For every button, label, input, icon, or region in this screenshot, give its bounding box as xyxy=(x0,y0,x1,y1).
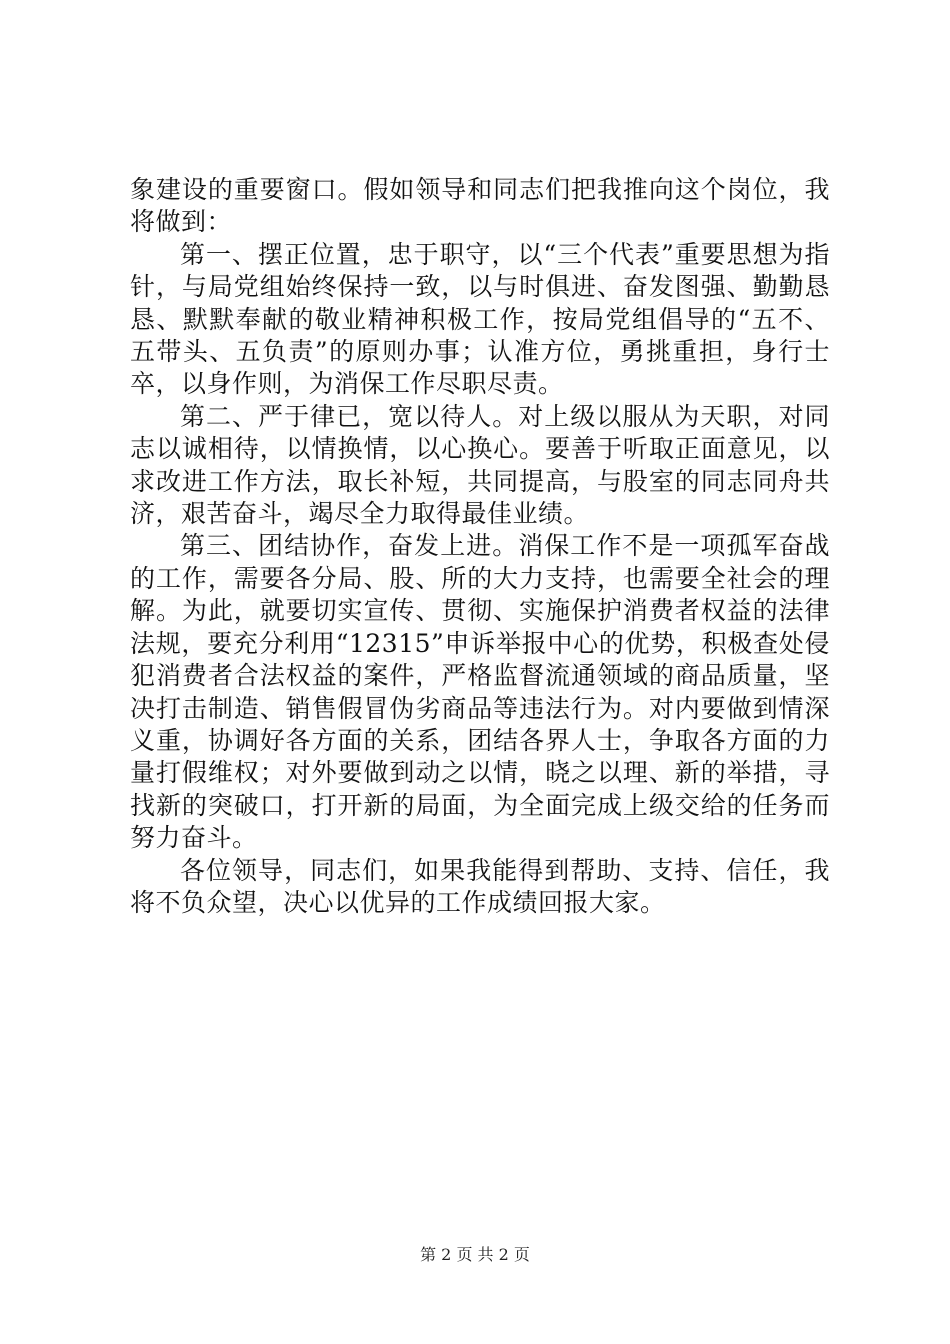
paragraph-4: 第三、团结协作，奋发上进。消保工作不是一项孤军奋战的工作，需要各分局、股、所的大力支持，也需要全社会的理解。为此，就要切实宣传、贯彻、实施保护消费者权益的法律法规，要充分利用“12315”申诉举报中心的优势，积极查处侵犯消费者合法权益的案件，严格监督流通领域的商品质量，坚决打击制造、销售假冒伪劣商品等违法行为。对内要做到情深义重，协调好各方面的关系，团结各界人士，争取各方面的力量打假维权；对外要做到动之以情，晓之以理、新的举措，寻找新的突破口，打开新的局面，为全面完成上级交给的任务而努力奋斗。 xyxy=(130,531,830,853)
paragraph-1: 象建设的重要窗口。假如领导和同志们把我推向这个岗位，我将做到： xyxy=(130,175,830,237)
paragraph-3: 第二、严于律已，宽以待人。对上级以服从为天职，对同志以诚相待，以情换情，以心换心。要善于听取正面意见，以求改进工作方法，取长补短，共同提高，与股室的同志同舟共济，艰苦奋斗，竭尽全力取得最佳业绩。 xyxy=(130,401,830,529)
page-footer: 第 2 页 共 2 页 xyxy=(420,1245,530,1264)
paragraph-5: 各位领导，同志们，如果我能得到帮助、支持、信任，我将不负众望，决心以优异的工作成绩回报大家。 xyxy=(130,855,830,917)
document-body xyxy=(130,174,830,919)
paragraph-2: 第一、摆正位置，忠于职守，以“三个代表”重要思想为指针，与局党组始终保持一致，以与时俱进、奋发图强、勤勤恳恳、默默奉献的敬业精神积极工作，按局党组倡导的“五不、五带头、五负责”的原则办事；认准方位，勇挑重担，身行士卒，以身作则，为消保工作尽职尽责。 xyxy=(130,239,830,399)
